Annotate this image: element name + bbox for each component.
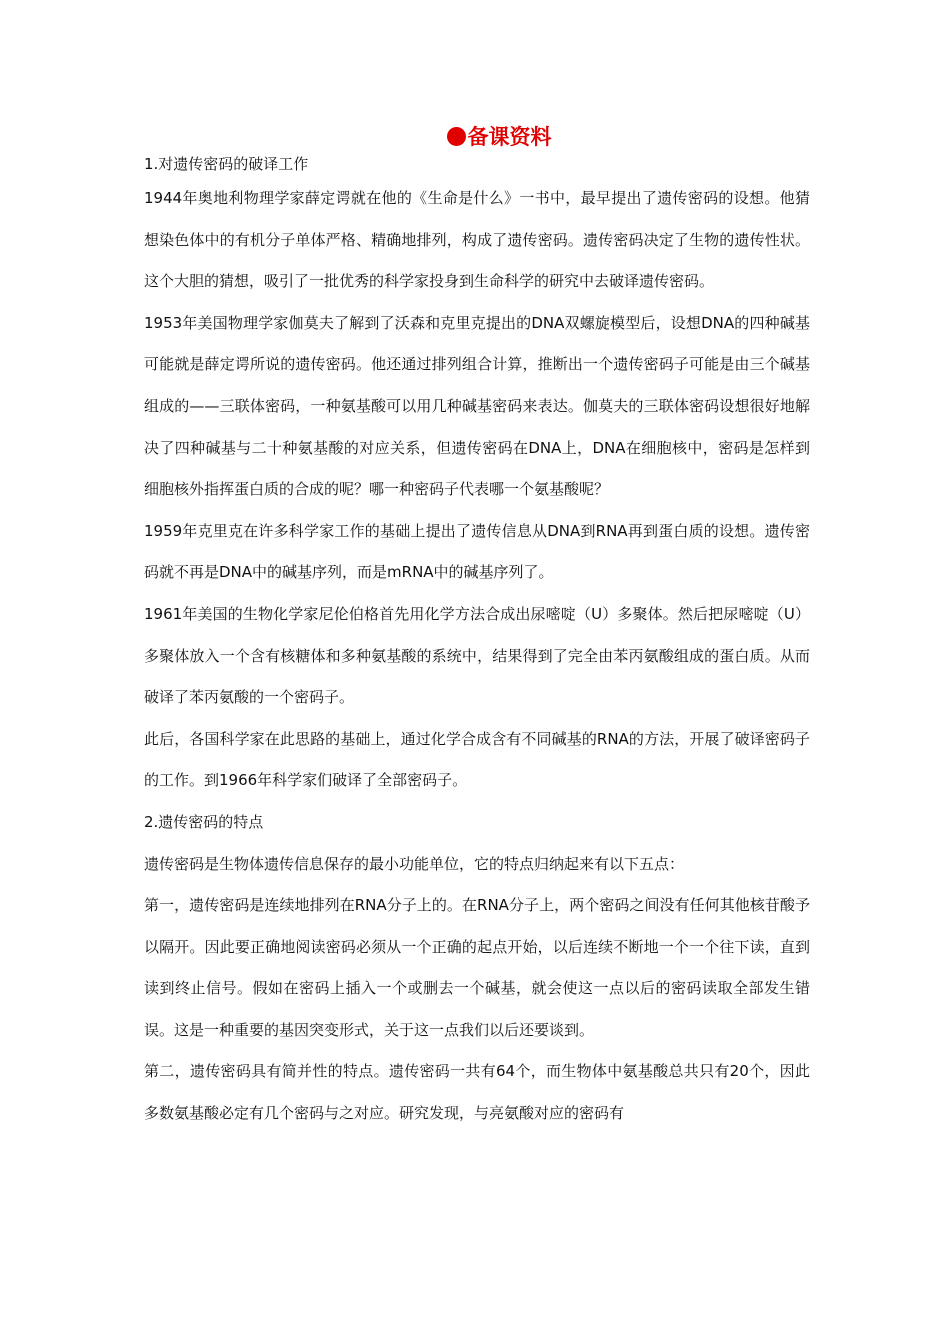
bullet-dot-icon [447, 127, 466, 146]
section-1-heading: 1.对遗传密码的破译工作 [144, 155, 309, 173]
page-title [24, 122, 950, 152]
section-1-paragraph: 此后，各国科学家在此思路的基础上，通过化学合成含有不同碱基的RNA的方法，开展了破译密码子的工作。到1966年科学家们破译了全部密码子。 [144, 729, 810, 790]
section-1-paragraph: 1959年克里克在许多科学家工作的基础上提出了遗传信息从DNA到RNA再到蛋白质的设想。遗传密码就不再是DNA中的碱基序列，而是mRNA中的碱基序列了。 [144, 521, 810, 582]
section-2-paragraph: 第一，遗传密码是连续地排列在RNA分子上的。在RNA分子上，两个密码之间没有任何其他核苷酸予以隔开。因此要正确地阅读密码必须从一个正确的起点开始，以后连续不断地一个一个往下读，直到读到终止信号。假如在密码上插入一个或删去一个碱基，就会使这一点以后的密码读取全部发生错误。这是一种重要的基因突变形式，关于这一点我们以后还要谈到。 [144, 896, 810, 1039]
section-2-paragraph: 第二，遗传密码具有简并性的特点。遗传密码一共有64个，而生物体中氨基酸总共只有20个，因此多数氨基酸必定有几个密码与之对应。研究发现，与亮氨酸对应的密码有 [144, 1062, 810, 1123]
section-2-heading: 2.遗传密码的特点 [144, 812, 264, 831]
section-1-paragraph: 1953年美国物理学家伽莫夫了解到了沃森和克里克提出的DNA双螺旋模型后，设想DNA的四种碱基可能就是薛定谔所说的遗传密码。他还通过排列组合计算，推断出一个遗传密码子可能是由三个碱基组成的——三联体密码，一种氨基酸可以用几种碱基密码来表达。伽莫夫的三联体密码设想很好地解决了四种碱基与二十种氨基酸的对应关系，但遗传密码在DNA上，DNA在细胞核中，密码是怎样到细胞核外指挥蛋白质的合成的呢？哪一种密码子代表哪一个氨基酸呢？ [144, 313, 810, 499]
section-1-paragraph: 1961年美国的生物化学家尼伦伯格首先用化学方法合成出尿嘧啶（U）多聚体。然后把尿嘧啶（U）多聚体放入一个含有核糖体和多种氨基酸的系统中，结果得到了完全由苯丙氨酸组成的蛋白质。从而破译了苯丙氨酸的一个密码子。 [144, 604, 810, 707]
section-2-intro: 遗传密码是生物体遗传信息保存的最小功能单位，它的特点归纳起来有以下五点： [144, 854, 685, 873]
document-body [144, 150, 810, 1135]
page-title-text: 备课资料 [467, 125, 552, 149]
section-1-paragraph: 1944年奥地利物理学家薛定谔就在他的《生命是什么》一书中，最早提出了遗传密码的设想。他猜想染色体中的有机分子单体严格、精确地排列，构成了遗传密码。遗传密码决定了生物的遗传性状。这个大胆的猜想，吸引了一批优秀的科学家投身到生命科学的研究中去破译遗传密码。 [144, 189, 810, 291]
